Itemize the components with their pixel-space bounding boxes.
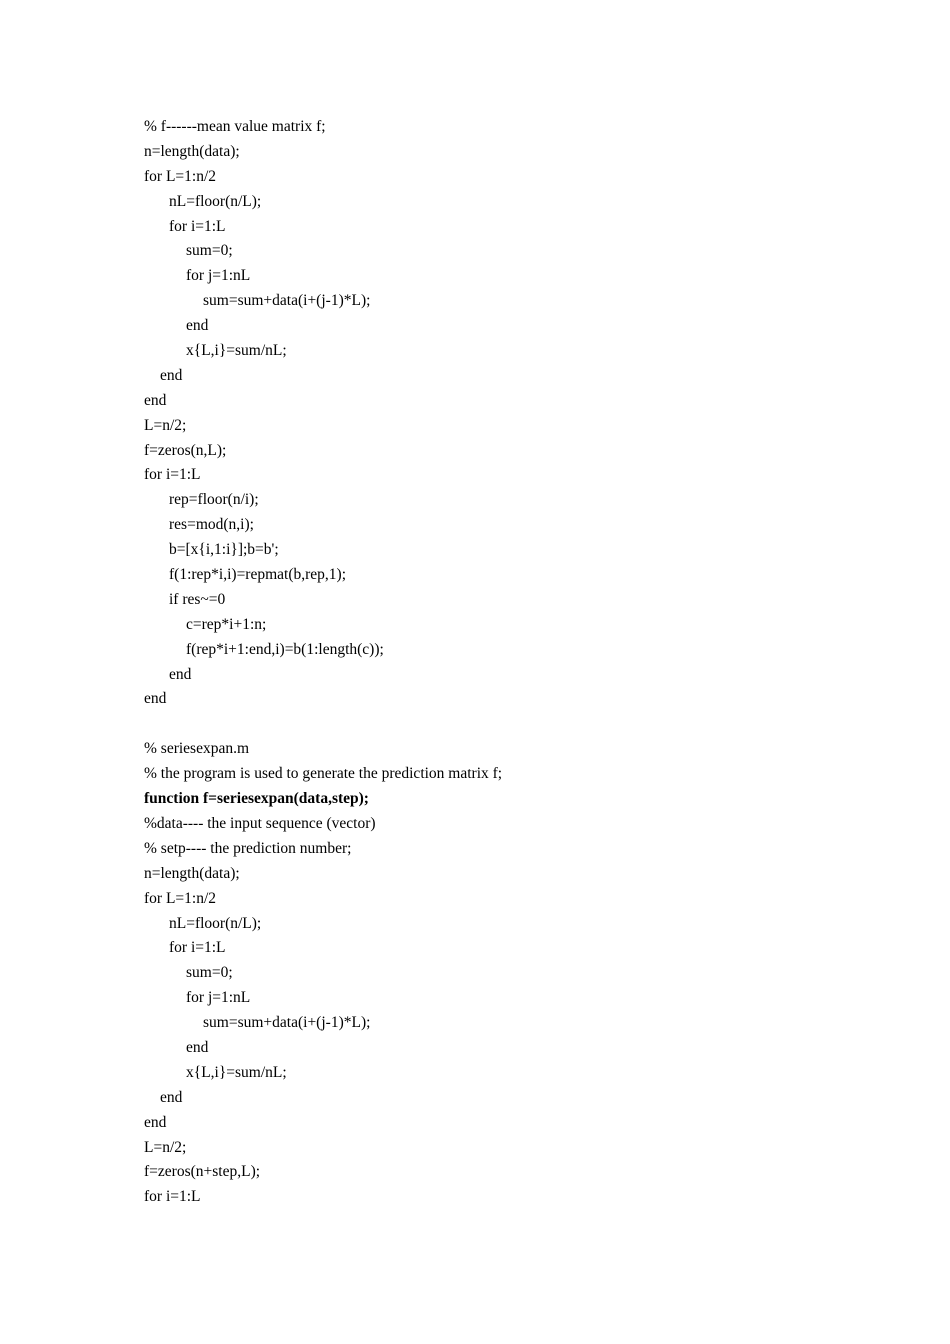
code-line: for i=1:L	[144, 466, 201, 484]
matlab-code-listing	[144, 115, 844, 1210]
code-line: end	[144, 1113, 167, 1131]
code-comment: % setp---- the prediction number;	[144, 839, 352, 857]
code-line: f(rep*i+1:end,i)=b(1:length(c));	[186, 640, 384, 658]
code-line: n=length(data);	[144, 142, 240, 160]
code-line: for L=1:n/2	[144, 167, 217, 185]
code-line: for L=1:n/2	[144, 889, 217, 907]
code-line: for i=1:L	[144, 1188, 201, 1206]
code-comment: % seriesexpan.m	[144, 740, 250, 758]
code-line: n=length(data);	[144, 864, 240, 882]
code-line: x{L,i}=sum/nL;	[186, 1063, 287, 1081]
blank-line	[144, 712, 844, 737]
code-line: L=n/2;	[144, 416, 187, 434]
code-line: L=n/2;	[144, 1138, 187, 1156]
code-line: b=[x{i,1:i}];b=b';	[169, 541, 279, 559]
code-line: nL=floor(n/L);	[169, 192, 262, 210]
code-comment: %data---- the input sequence (vector)	[144, 814, 376, 832]
code-comment: % f------mean value matrix f;	[144, 118, 326, 135]
code-line: sum=0;	[186, 964, 233, 982]
code-line: end	[169, 665, 192, 683]
code-line: sum=sum+data(i+(j-1)*L);	[203, 1014, 371, 1032]
code-line: for j=1:nL	[186, 989, 251, 1007]
code-line: end	[160, 1088, 183, 1106]
code-line: f=zeros(n,L);	[144, 441, 227, 459]
code-line: nL=floor(n/L);	[169, 914, 262, 932]
code-line: f=zeros(n+step,L);	[144, 1163, 261, 1181]
code-line: sum=0;	[186, 242, 233, 260]
code-line: if res~=0	[169, 590, 226, 608]
code-line: c=rep*i+1:n;	[186, 615, 267, 633]
code-line: res=mod(n,i);	[169, 516, 254, 534]
code-line: sum=sum+data(i+(j-1)*L);	[203, 292, 371, 310]
code-line: end	[144, 391, 167, 409]
code-line: for i=1:L	[169, 939, 226, 957]
code-comment: % the program is used to generate the prediction matrix f;	[144, 765, 503, 783]
code-line: for i=1:L	[169, 217, 226, 235]
code-line: f(1:rep*i,i)=repmat(b,rep,1);	[169, 566, 347, 584]
code-line: end	[186, 317, 209, 335]
code-line: end	[160, 366, 183, 384]
code-line: for j=1:nL	[186, 267, 251, 285]
function-signature: function f=seriesexpan(data,step);	[144, 790, 369, 808]
code-line: rep=floor(n/i);	[169, 491, 259, 509]
code-line: x{L,i}=sum/nL;	[186, 342, 287, 360]
code-line: end	[144, 690, 167, 708]
code-line: end	[186, 1038, 209, 1056]
